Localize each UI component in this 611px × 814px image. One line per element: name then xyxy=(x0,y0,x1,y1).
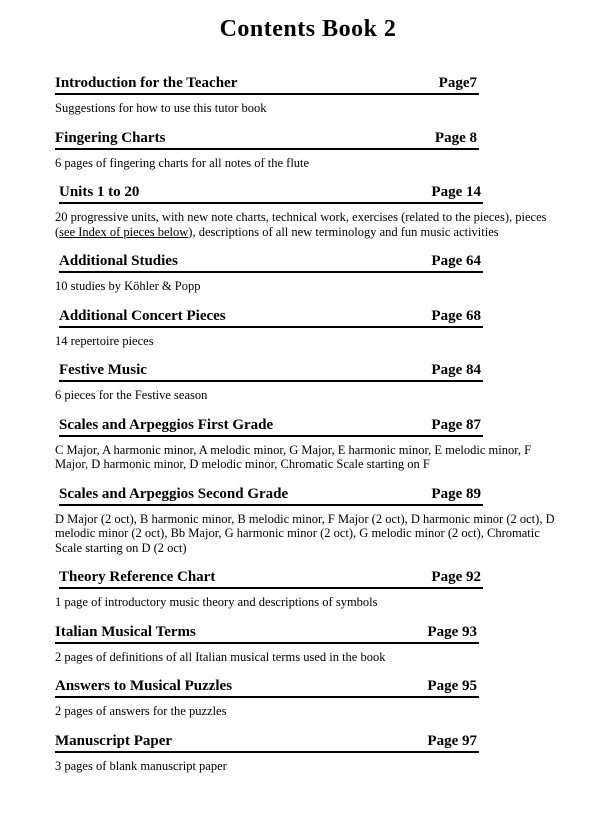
toc-entry-page-label: Page 89 xyxy=(431,485,481,502)
toc-entry-title: Additional Studies xyxy=(59,253,178,269)
toc-entry-description: 6 pages of fingering charts for all notes of the flute xyxy=(55,155,310,170)
toc-entry-title: Units 1 to 20 xyxy=(59,184,140,200)
toc-section xyxy=(55,417,561,472)
toc-entry-row xyxy=(55,624,479,644)
toc-entry-row xyxy=(59,486,483,506)
toc-entry-description: Suggestions for how to use this tutor book xyxy=(55,101,267,115)
toc-section xyxy=(55,184,561,239)
toc-entry-page-label: Page 93 xyxy=(427,623,477,640)
toc-section xyxy=(55,569,561,610)
toc-entry-title: Manuscript Paper xyxy=(55,732,173,749)
toc-entry-row xyxy=(55,130,479,150)
toc-entry-title: Fingering Charts xyxy=(55,129,166,146)
toc-entry-row xyxy=(59,253,483,273)
toc-entry-page-label: Page 97 xyxy=(427,732,477,749)
toc-entry-title: Answers to Musical Puzzles xyxy=(55,678,233,694)
toc-entry-title: Festive Music xyxy=(59,362,147,378)
toc-entry-page-label: Page 14 xyxy=(431,184,481,200)
toc-section xyxy=(55,75,561,116)
toc-entry-title: Theory Reference Chart xyxy=(59,569,216,585)
toc-entry-row xyxy=(55,75,479,95)
toc-section xyxy=(55,130,561,171)
toc-entry-title: Scales and Arpeggios Second Grade xyxy=(59,485,289,502)
description-text: ), descriptions of all new terminology and fun music activities xyxy=(188,224,499,239)
toc-entry-page-label: Page 92 xyxy=(431,569,481,585)
toc-entry-title: Additional Concert Pieces xyxy=(59,307,226,324)
toc-entry-page-label: Page7 xyxy=(438,75,477,91)
toc-entry-page-label: Page 8 xyxy=(434,129,477,146)
toc-entry-title: Scales and Arpeggios First Grade xyxy=(59,416,274,433)
toc-entry-row xyxy=(55,733,479,753)
toc-section xyxy=(55,362,561,403)
toc-entry-description: 2 pages of answers for the puzzles xyxy=(55,704,227,718)
toc-list xyxy=(55,75,561,773)
toc-entry-row xyxy=(59,362,483,382)
toc-entry-row xyxy=(59,569,483,589)
toc-entry-description: C Major, A harmonic minor, A melodic minor, G Major, E harmonic minor, E melodic minor, F Major, D harmonic minor, D melodic minor, Chromatic Scale starting on F xyxy=(55,442,532,471)
toc-entry-page-label: Page 84 xyxy=(431,362,481,378)
toc-section xyxy=(55,308,561,349)
toc-entry-title: Italian Musical Terms xyxy=(55,623,196,640)
toc-section xyxy=(55,486,561,556)
toc-section xyxy=(55,253,561,294)
toc-section xyxy=(55,624,561,665)
description-text: 20 progressive units, with new note charts, technical work, exercises (related to the pieces), pieces ( xyxy=(55,210,547,239)
toc-entry-description xyxy=(55,210,560,239)
toc-entry-description: 6 pieces for the Festive season xyxy=(55,388,208,402)
toc-section xyxy=(55,678,561,719)
toc-entry-title: Introduction for the Teacher xyxy=(55,75,238,91)
toc-entry-description: D Major (2 oct), B harmonic minor, B melodic minor, F Major (2 oct), D harmonic minor (2 oct), D melodic minor (2 oct), Bb Major, G harmonic minor (2 oct), G melodic minor (2 oct), Chromatic Scale starting on D (2 oct) xyxy=(55,511,555,555)
toc-entry-row xyxy=(55,678,479,698)
page-title: Contents Book 2 xyxy=(219,16,397,42)
toc-entry-row xyxy=(59,308,483,328)
toc-section xyxy=(55,733,561,774)
toc-entry-description: 1 page of introductory music theory and descriptions of symbols xyxy=(55,595,378,609)
toc-entry-row xyxy=(59,184,483,204)
index-cross-reference: see Index of pieces below xyxy=(59,224,189,239)
toc-entry-row xyxy=(59,417,483,437)
toc-entry-description: 2 pages of definitions of all Italian musical terms used in the book xyxy=(55,649,386,664)
toc-entry-description: 14 repertoire pieces xyxy=(55,333,154,348)
toc-entry-description: 3 pages of blank manuscript paper xyxy=(55,758,227,773)
toc-entry-description: 10 studies by Köhler & Popp xyxy=(55,279,201,293)
toc-entry-page-label: Page 87 xyxy=(431,416,481,433)
toc-entry-page-label: Page 95 xyxy=(427,678,477,694)
toc-entry-page-label: Page 64 xyxy=(431,253,481,269)
toc-entry-page-label: Page 68 xyxy=(431,307,481,324)
